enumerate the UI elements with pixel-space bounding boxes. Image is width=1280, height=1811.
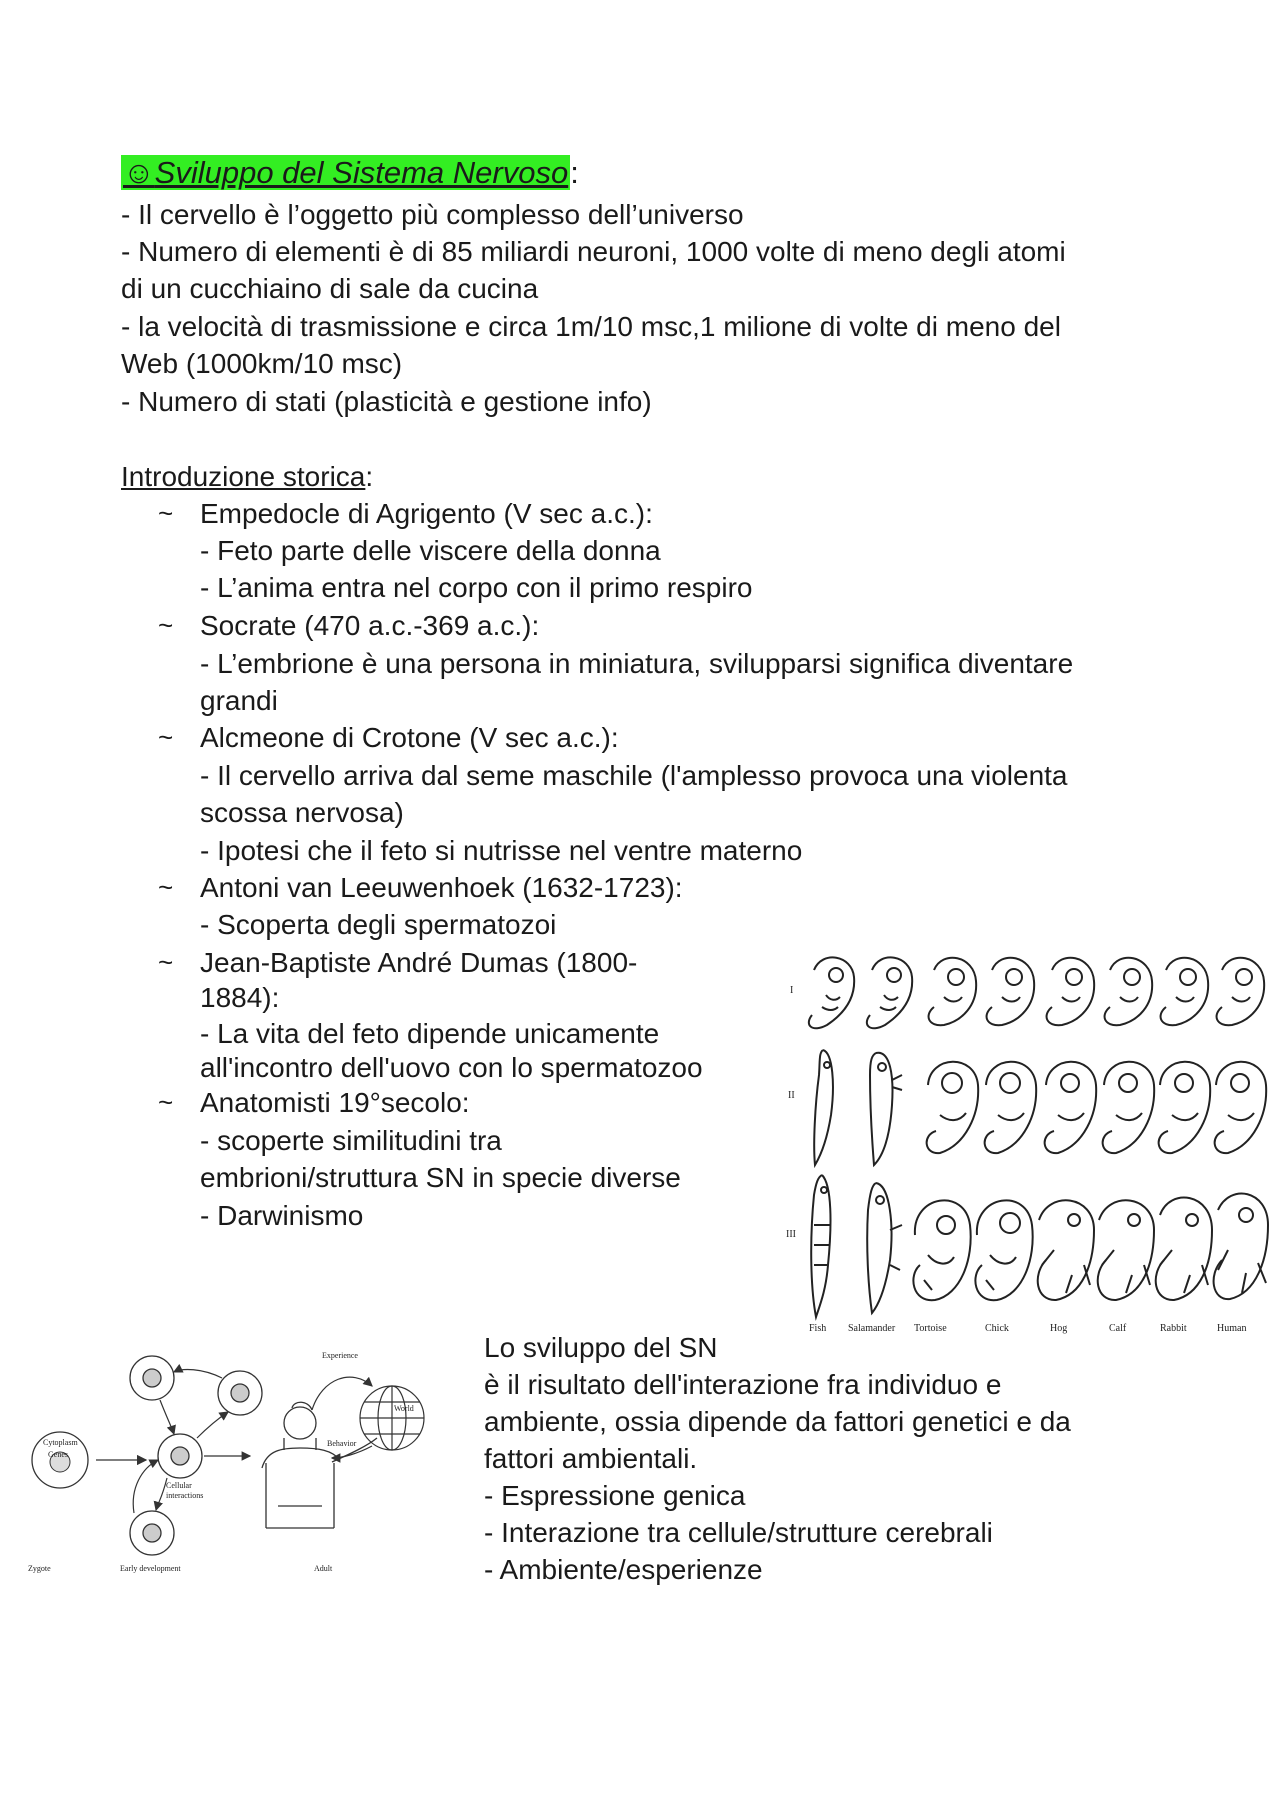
row-label: III: [786, 1229, 796, 1240]
embryo-drawing: [985, 1062, 1037, 1153]
embryo-row-3: [811, 1175, 1268, 1317]
historical-heading: [121, 458, 373, 495]
history-item-title: 1884):: [200, 982, 280, 1013]
cytoplasm-label: Cytoplasm: [43, 1438, 78, 1447]
historical-heading-colon: :: [365, 461, 374, 492]
embryo-drawing: [913, 1200, 970, 1300]
embryo-drawing: [1047, 958, 1095, 1025]
tilde-bullet: ~: [158, 610, 174, 640]
embryo-drawing: [867, 957, 912, 1028]
summary-line: fattori ambientali.: [484, 1443, 698, 1474]
history-item-title: Jean-Baptiste André Dumas (1800-: [200, 947, 638, 978]
history-item-line: grandi: [200, 685, 278, 716]
embryo-drawing: [809, 957, 854, 1028]
history-item-title: Alcmeone di Crotone (V sec a.c.):: [200, 722, 619, 753]
history-item-title: Empedocle di Agrigento (V sec a.c.):: [200, 498, 653, 529]
historical-heading-text: Introduzione storica: [121, 461, 366, 492]
intro-line: Web (1000km/10 msc): [121, 348, 403, 379]
tilde-bullet: ~: [158, 498, 174, 528]
zygote-label: Zygote: [28, 1564, 51, 1573]
intro-line: - Numero di stati (plasticità e gestione info): [121, 386, 652, 417]
history-item-line: - Il cervello arriva dal seme maschile (l'amplesso provoca una violenta: [200, 760, 1068, 791]
history-item-line: - Ipotesi che il feto si nutrisse nel ventre materno: [200, 835, 803, 866]
species-label: Human: [1217, 1323, 1247, 1334]
history-item-line: embrioni/struttura SN in specie diverse: [200, 1162, 681, 1193]
species-label: Fish: [809, 1323, 827, 1334]
development-diagram: [22, 1338, 462, 1578]
tilde-bullet: ~: [158, 947, 174, 977]
experience-label: Experience: [322, 1351, 358, 1360]
embryo-drawing: [1098, 1200, 1154, 1300]
summary-line: - Ambiente/esperienze: [484, 1554, 763, 1585]
history-item-line: - Scoperta degli spermatozoi: [200, 909, 557, 940]
section-heading: [121, 153, 579, 193]
embryo-drawing: [1215, 1062, 1267, 1153]
summary-line: Lo sviluppo del SN: [484, 1332, 718, 1363]
embryo-row-1: [809, 957, 1264, 1028]
embryo-drawing: [1159, 1062, 1211, 1153]
globe-icon: [360, 1386, 424, 1450]
embryo-row-2: [814, 1050, 1266, 1165]
history-item-line: - L’anima entra nel corpo con il primo respiro: [200, 572, 753, 603]
embryo-drawing: [870, 1053, 902, 1165]
species-label: Calf: [1109, 1323, 1127, 1334]
history-item-title: Socrate (470 a.c.-369 a.c.):: [200, 610, 540, 641]
intro-line: - la velocità di trasmissione e circa 1m/10 msc,1 milione di volte di meno del: [121, 311, 1061, 342]
history-item-line: - Darwinismo: [200, 1200, 364, 1231]
world-label: World: [394, 1404, 414, 1413]
early-development-label: Early development: [120, 1564, 181, 1573]
species-label: Salamander: [848, 1323, 896, 1334]
history-item-line: scossa nervosa): [200, 797, 404, 828]
adult-label: Adult: [314, 1564, 333, 1573]
species-label: Rabbit: [1160, 1323, 1187, 1334]
embryo-drawing: [814, 1050, 833, 1165]
embryo-drawing: [811, 1175, 830, 1317]
intro-line: di un cucchiaino di sale da cucina: [121, 273, 539, 304]
species-label: Hog: [1050, 1323, 1068, 1334]
history-item-line: - L’embrione è una persona in miniatura, svilupparsi significa diventare: [200, 648, 1074, 679]
embryo-drawing: [929, 958, 977, 1025]
page-title: Sviluppo del Sistema Nervoso: [154, 155, 569, 190]
embryo-drawing: [987, 958, 1035, 1025]
history-item-line: - Feto parte delle viscere della donna: [200, 535, 661, 566]
embryo-drawing: [927, 1062, 979, 1153]
embryo-drawing: [1161, 958, 1209, 1025]
smiley-icon: ☺: [123, 155, 155, 190]
species-label: Tortoise: [914, 1323, 947, 1334]
embryo-comparison-figure: [782, 935, 1272, 1340]
intro-line: - Il cervello è l’oggetto più complesso dell’universo: [121, 199, 744, 230]
embryo-drawing: [1156, 1197, 1212, 1300]
summary-line: è il risultato dell'interazione fra individuo e: [484, 1369, 1002, 1400]
history-item-title: Anatomisti 19°secolo:: [200, 1087, 470, 1118]
tilde-bullet: ~: [158, 722, 174, 752]
row-label: I: [790, 985, 794, 996]
intro-line: - Numero di elementi è di 85 miliardi neuroni, 1000 volte di meno degli atomi: [121, 236, 1066, 267]
history-item-line: - La vita del feto dipende unicamente: [200, 1018, 660, 1049]
history-item-line: - scoperte similitudini tra: [200, 1125, 502, 1156]
embryo-drawing: [975, 1200, 1032, 1300]
heading-colon: :: [570, 155, 579, 190]
embryo-drawing: [1217, 958, 1265, 1025]
embryo-drawing: [867, 1183, 902, 1313]
tilde-bullet: ~: [158, 872, 174, 902]
embryo-drawing: [1103, 1062, 1155, 1153]
row-label: II: [788, 1090, 795, 1101]
behavior-label: Behavior: [327, 1439, 357, 1448]
species-label: Chick: [985, 1323, 1009, 1334]
heading-highlight: [121, 155, 570, 190]
embryo-drawing: [1045, 1062, 1097, 1153]
summary-line: ambiente, ossia dipende da fattori genetici e da: [484, 1406, 1071, 1437]
embryo-drawing: [1105, 958, 1153, 1025]
cellular-label: Cellular: [166, 1481, 192, 1490]
interactions-label: interactions: [166, 1491, 204, 1500]
summary-line: - Espressione genica: [484, 1480, 746, 1511]
genes-label: Genes: [48, 1450, 68, 1459]
history-item-line: all'incontro dell'uovo con lo spermatozoo: [200, 1052, 703, 1083]
history-item-title: Antoni van Leeuwenhoek (1632-1723):: [200, 872, 683, 903]
summary-line: - Interazione tra cellule/strutture cerebrali: [484, 1517, 993, 1548]
tilde-bullet: ~: [158, 1087, 174, 1117]
embryo-drawing: [1214, 1194, 1268, 1300]
embryo-drawing: [1038, 1200, 1094, 1300]
